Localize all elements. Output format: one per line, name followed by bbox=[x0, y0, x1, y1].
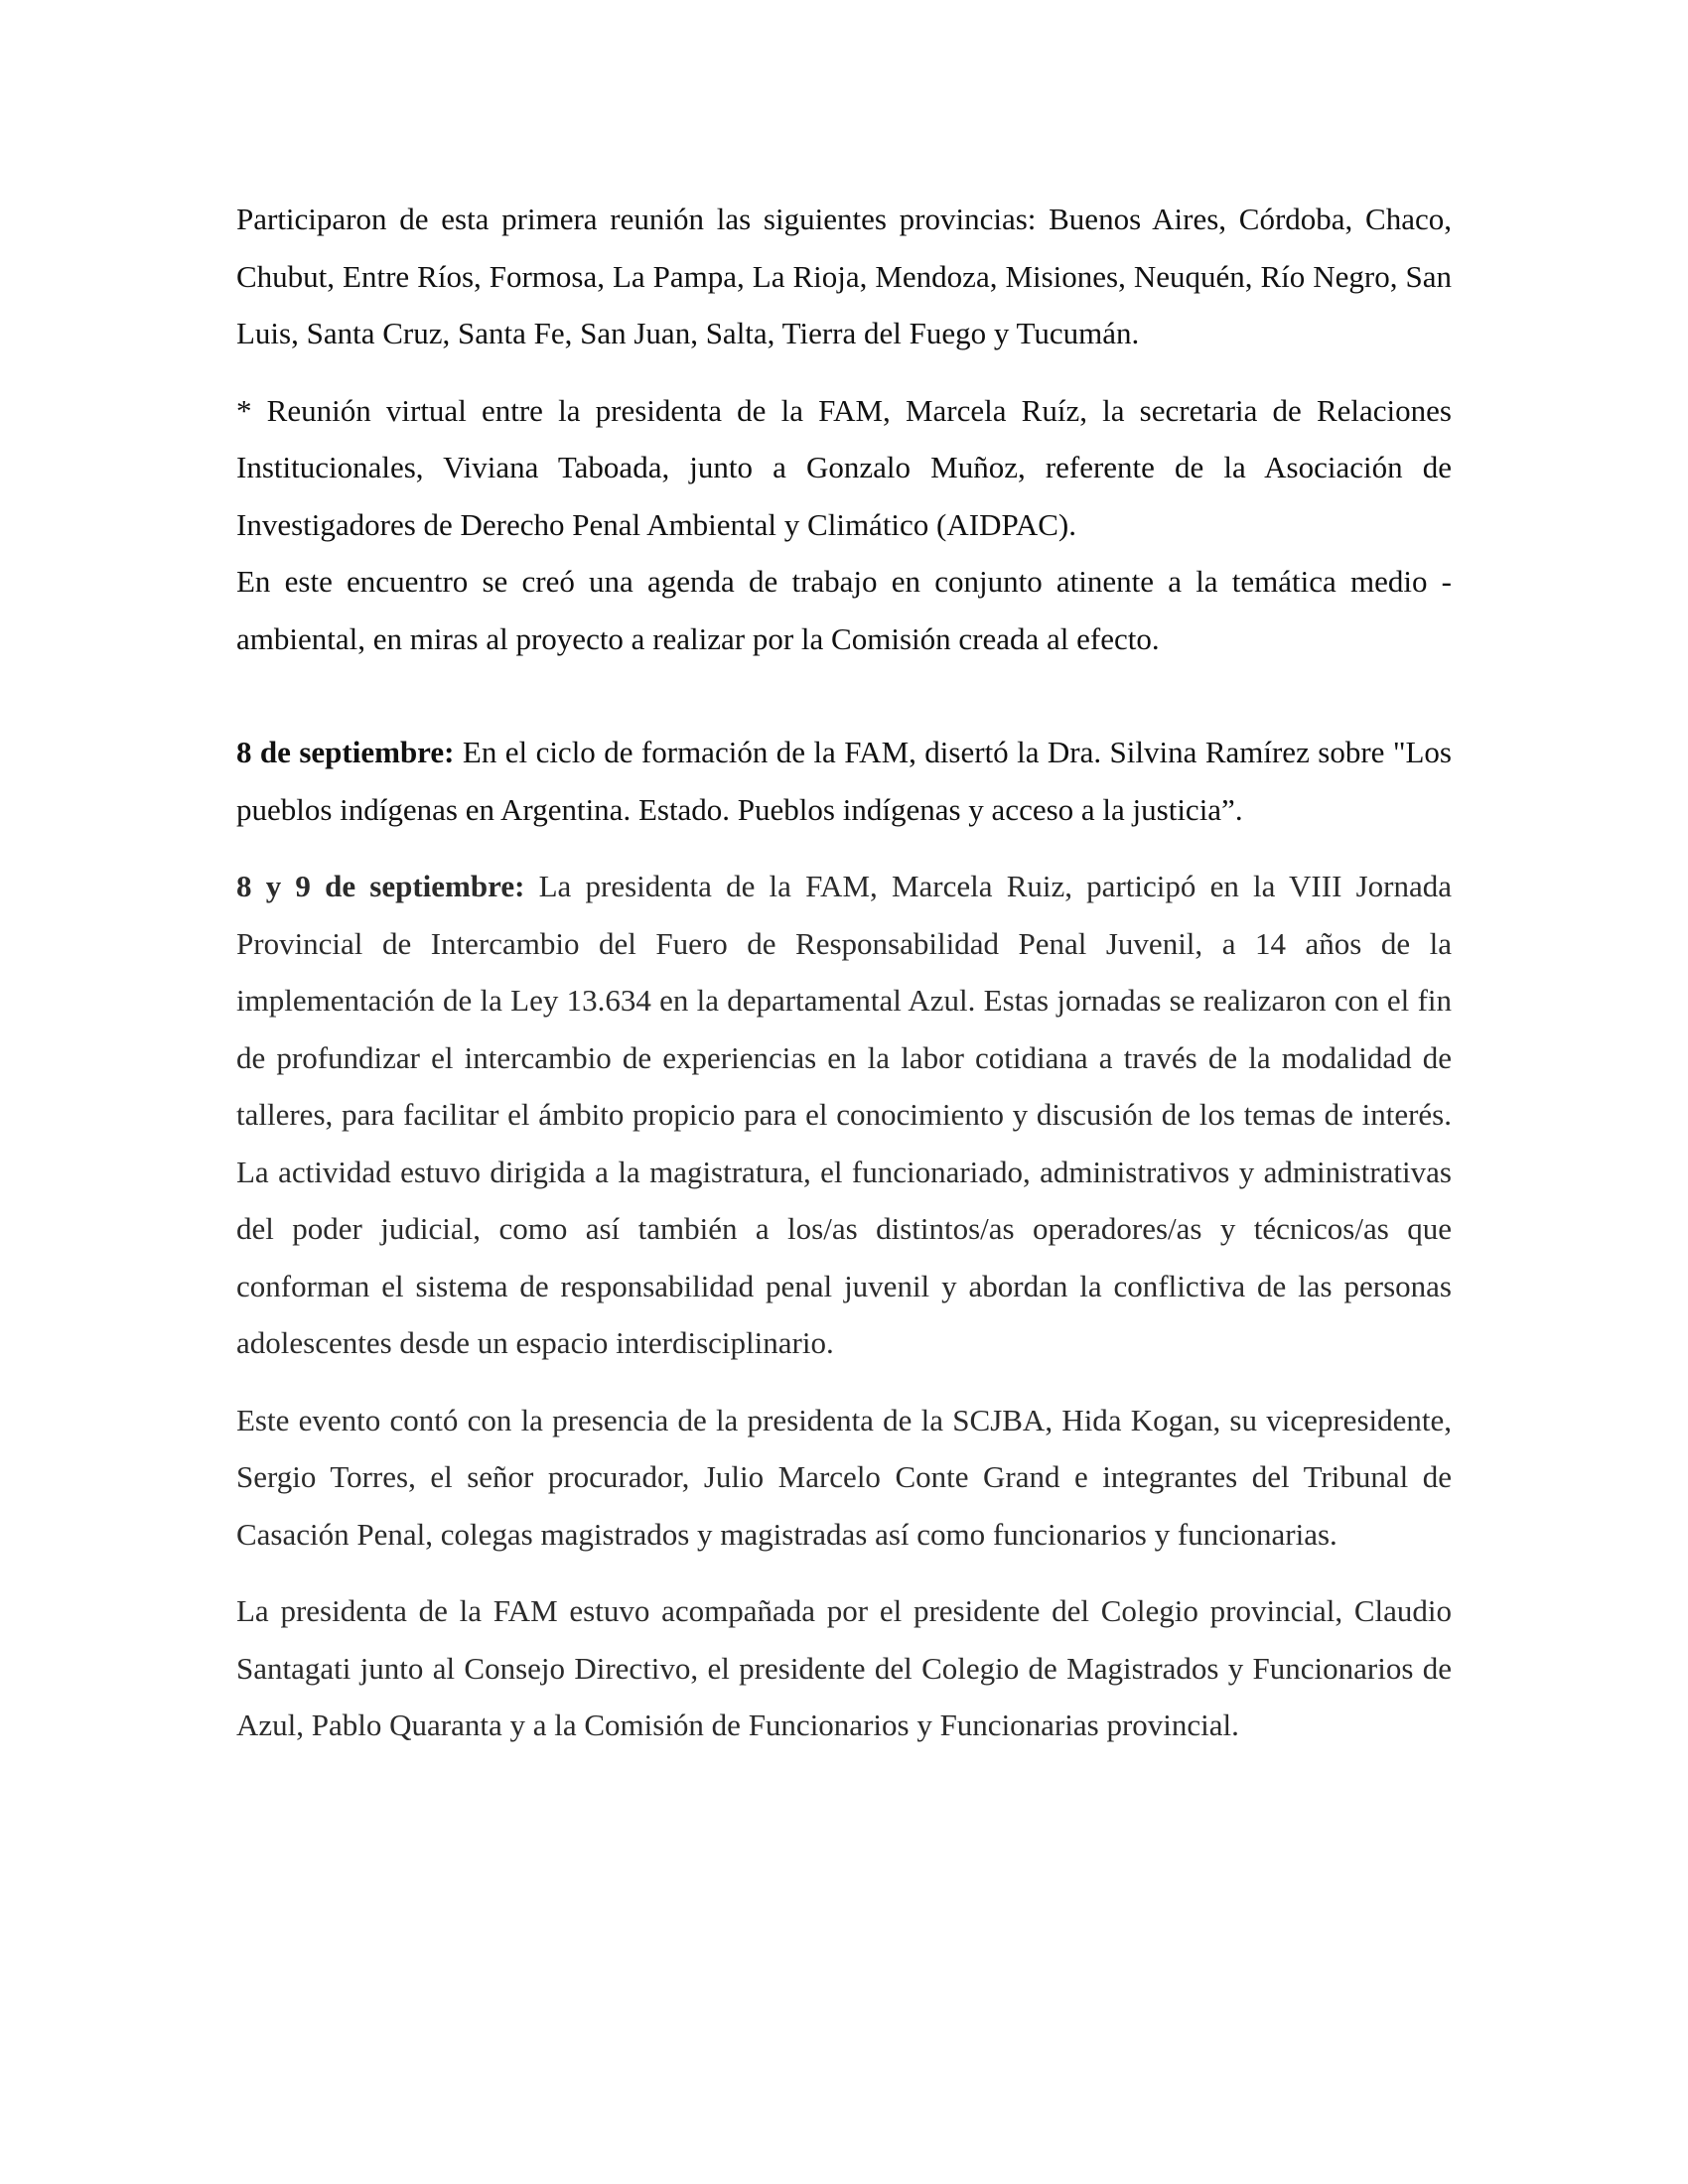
provinces-paragraph: Participaron de esta primera reunión las siguientes provincias: Buenos Aires, Córdoba, Chaco, Chubut, Entre Ríos, Formosa, La Pampa, La Rioja, Mendoza, Misiones, Neuquén, Río Negro, San Luis, Santa Cruz, Santa Fe, San Juan, Salta, Tierra del Fuego y Tucumán. bbox=[236, 202, 1452, 350]
accompanied-paragraph: La presidenta de la FAM estuvo acompañada por el presidente del Colegio provincial, Claudio Santagati junto al Consejo Directivo, el presidente del Colegio de Magistrados y Funcionarios de Azul, Pablo Quaranta y a la Comisión de Funcionarios y Funcionarias provincial. bbox=[236, 1593, 1452, 1742]
september-8-9-text: La presidenta de la FAM, Marcela Ruiz, participó en la VIII Jornada Provincial de Intercambio del Fuero de Responsabilidad Penal Juvenil, a 14 años de la implementación de la Ley 13.634 en la departamental Azul. Estas jornadas se realizaron con el fin de profundizar el intercambio de experiencias en la labor cotidiana a través de la modalidad de talleres, para facilitar el ámbito propicio para el conocimiento y discusión de los temas de interés. La actividad estuvo dirigida a la magistratura, el funcionariado, administrativos y administrativas del poder judicial, como así también a los/as distintos/as operadores/as y técnicos/as que conforman el sistema de responsabilidad penal juvenil y abordan la conflictiva de las personas adolescentes desde un espacio interdisciplinario. bbox=[236, 869, 1452, 1360]
document-page bbox=[236, 191, 1452, 1754]
agenda-text: En este encuentro se creó una agenda de trabajo en conjunto atinente a la temática medio - ambiental, en miras al proyecto a realizar por la Comisión creada al efecto. bbox=[236, 564, 1452, 656]
september-8-text: En el ciclo de formación de la FAM, disertó la Dra. Silvina Ramírez sobre "Los pueblos indígenas en Argentina. Estado. Pueblos indígenas y acceso a la justicia”. bbox=[236, 735, 1452, 827]
virtual-meeting-text: * Reunión virtual entre la presidenta de la FAM, Marcela Ruíz, la secretaria de Relaciones Institucionales, Viviana Taboada, junto a Gonzalo Muñoz, referente de la Asociación de Investigadores de Derecho Penal Ambiental y Climático (AIDPAC). bbox=[236, 392, 1452, 542]
september-8-9-paragraph bbox=[236, 858, 1452, 1372]
september-8-9-date: 8 y 9 de septiembre: bbox=[236, 869, 525, 903]
september-8-paragraph bbox=[236, 724, 1452, 838]
september-8-date: 8 de septiembre: bbox=[236, 735, 455, 769]
event-presence-paragraph: Este evento contó con la presencia de la presidenta de la SCJBA, Hida Kogan, su vicepresidente, Sergio Torres, el señor procurador, Julio Marcelo Conte Grand e integrantes del Tribunal de Casación Penal, colegas magistrados y magistradas así como funcionarios y funcionarias. bbox=[236, 1402, 1452, 1552]
virtual-meeting-paragraph bbox=[236, 382, 1452, 668]
